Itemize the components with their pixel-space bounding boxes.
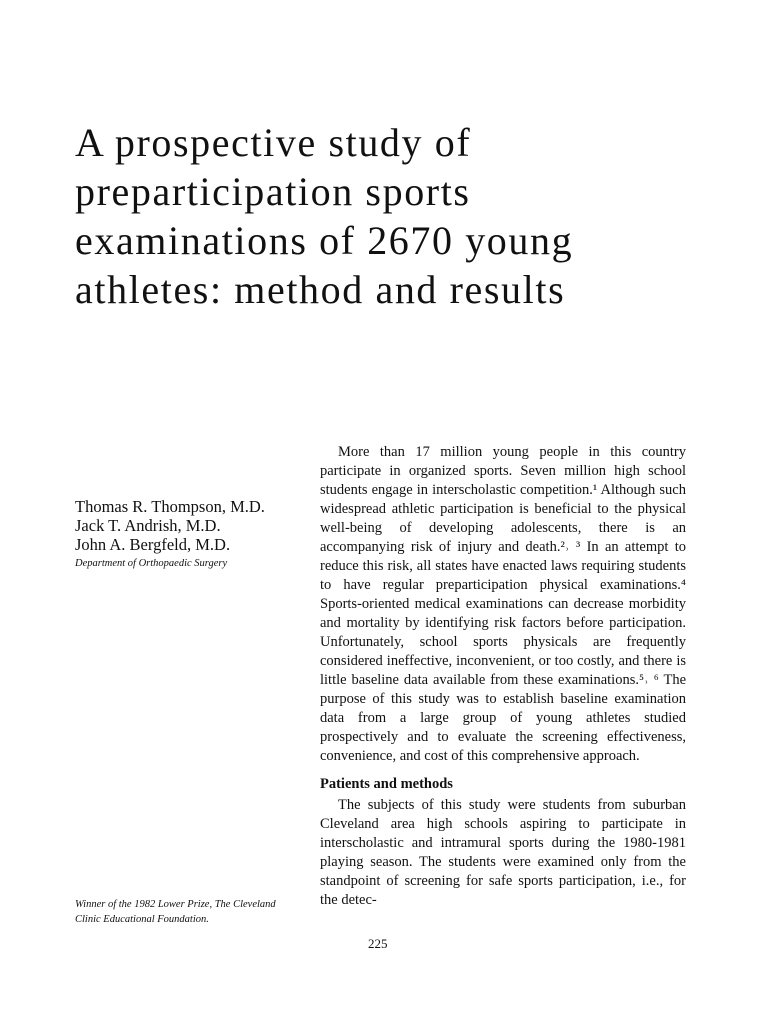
title-line: examinations of 2670 young xyxy=(75,218,574,263)
methods-paragraph: The subjects of this study were students from suburban Cleveland area high schools aspiring to participate in interscholastic and intramural sports during the 1980-1981 playing season. The students were examined only from the standpoint of screening for safe sports participation, i.e., for the detec- xyxy=(320,797,686,908)
author-name: John A. Bergfeld, M.D. xyxy=(75,535,231,554)
author-list xyxy=(75,497,315,554)
award-footnote: Winner of the 1982 Lower Prize, The Cleveland Clinic Educational Foundation. xyxy=(75,899,276,925)
author-department: Department of Orthopaedic Surgery xyxy=(75,558,228,569)
page-number: 225 xyxy=(368,936,388,951)
intro-paragraph: More than 17 million young people in this country participate in organized sports. Seven million high school students engage in interscholastic competition.¹ Although such widespread athletic participation is beneficial to the physical well-being of developing adolescents, there is an accompanying risk of injury and death.²˒ ³ In an attempt to reduce this risk, all states have enacted laws requiring students to have regular preparticipation physical examinations.⁴ Sports-oriented medical examinations can decrease morbidity and mortality by identifying risk factors before participation. Unfortunately, school sports physicals are frequently considered ineffective, inconvenient, or too costly, and there is little baseline data available from these examinations.⁵˒ ⁶ The purpose of this study was to establish baseline examination data from a large group of young athletes studied prospectively and to evaluate the screening effectiveness, convenience, and cost of this comprehensive approach. xyxy=(320,444,686,764)
title-line: A prospective study of xyxy=(75,120,472,165)
author-name: Jack T. Andrish, M.D. xyxy=(75,516,221,535)
title-line: preparticipation sports xyxy=(75,169,471,214)
title-line: athletes: method and results xyxy=(75,267,566,312)
article-title xyxy=(75,118,715,314)
body-column xyxy=(320,443,686,910)
author-name: Thomas R. Thompson, M.D. xyxy=(75,497,265,516)
section-heading: Patients and methods xyxy=(320,776,453,792)
